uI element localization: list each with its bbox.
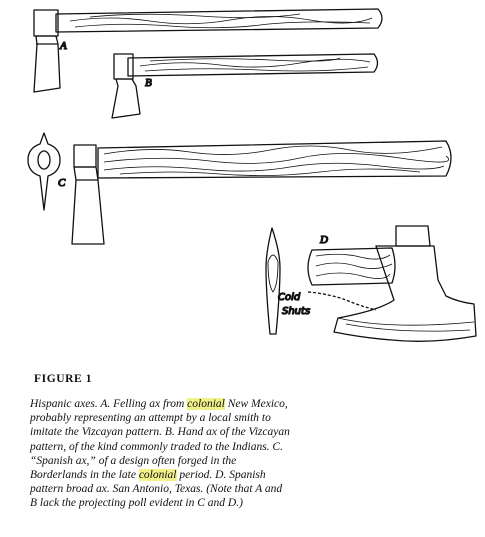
label-c: C	[58, 177, 66, 189]
label-a: A	[60, 40, 67, 52]
caption-text: Borderlands in the late	[30, 469, 139, 482]
felling-ax-a	[34, 9, 382, 92]
figure-caption	[30, 397, 460, 511]
label-b: B	[145, 77, 152, 89]
spanish-ax-c	[72, 141, 451, 244]
label-cold-shuts-line2: Shuts	[282, 306, 311, 317]
figure-title: FIGURE 1	[34, 373, 93, 385]
caption-line	[30, 397, 460, 411]
caption-text: pattern, of the kind commonly traded to the Indians. C.	[30, 440, 283, 453]
caption-line	[30, 411, 460, 425]
caption-line	[30, 496, 460, 510]
caption-text: B lack the projecting poll evident in C and D.)	[30, 497, 243, 510]
caption-text: “Spanish ax,” of a design often forged in the	[30, 454, 237, 467]
highlighted-word: colonial	[187, 398, 225, 410]
caption-text: pattern broad ax. San Antonio, Texas. (Note that A and	[30, 483, 283, 496]
caption-text: Hispanic axes. A. Felling ax from	[30, 398, 188, 410]
broad-ax-d	[308, 226, 476, 341]
spanish-ax-c-top-view	[28, 133, 60, 210]
caption-line	[30, 454, 460, 468]
hand-ax-b	[112, 54, 378, 118]
broad-ax-d-top-view	[266, 228, 280, 334]
highlighted-word: colonial	[138, 469, 177, 482]
caption-text: New Mexico,	[224, 398, 288, 410]
label-cold-shuts-line1: Cold	[278, 292, 301, 303]
label-d: D	[320, 234, 328, 246]
caption-line	[30, 468, 460, 482]
caption-line	[30, 425, 460, 439]
caption-text: imitate the Vizcayan pattern. B. Hand ax of the Vizcayan	[30, 426, 290, 439]
caption-line	[30, 440, 460, 454]
caption-text: period. D. Spanish	[176, 469, 266, 482]
caption-line	[30, 482, 460, 496]
caption-text: probably representing an attempt by a local smith to	[30, 412, 271, 425]
